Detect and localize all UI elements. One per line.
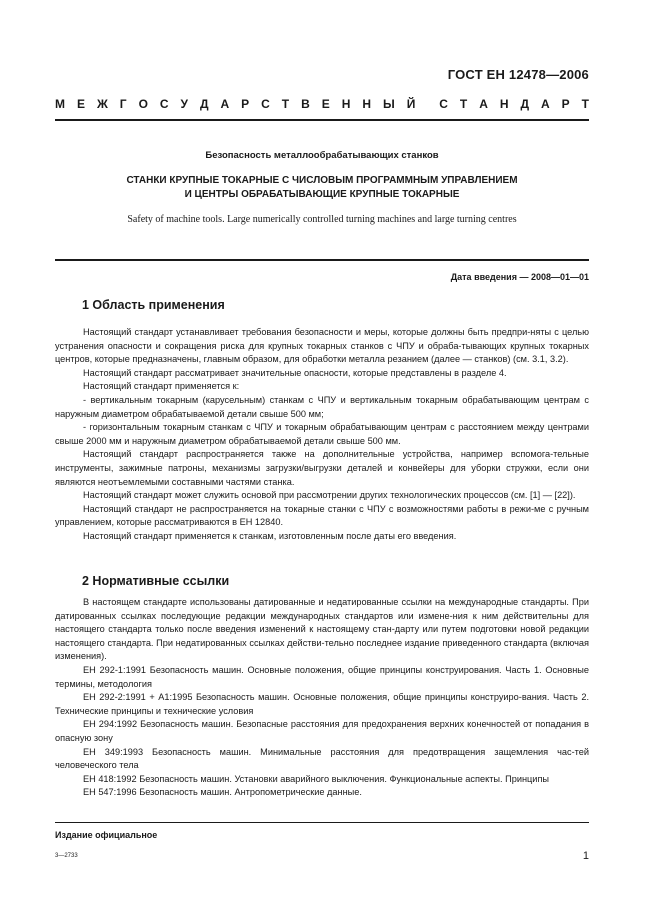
banner-letter: Е	[76, 97, 85, 111]
paragraph: Настоящий стандарт применяется к:	[83, 381, 240, 392]
banner-letter: Р	[241, 97, 250, 111]
banner-letter: Й	[406, 97, 416, 111]
reference-item: ЕН 292-2:1991 + А1:1995 Безопасность машин. Основные положения, общие принципы конструиро-вания. Часть 2. Технические принципы и технические условия	[55, 692, 589, 716]
paragraph: Настоящий стандарт может служить основой при рассмотрении других технологических процессов (см. [1] — [22]).	[83, 490, 576, 501]
banner-letter: С	[439, 97, 448, 111]
banner-letter: Д	[520, 97, 530, 111]
paragraph: Настоящий стандарт распространяется также на дополнительные устройства, например вспомога-тельные инструменты, зажимные патроны, механизмы загрузки/выгрузки деталей и конвейеры для уборки стружки, если они являются неотъемлемыми составными частями станка.	[55, 449, 589, 487]
title-line: СТАНКИ КРУПНЫЕ ТОКАРНЫЕ С ЧИСЛОВЫМ ПРОГРАММНЫМ УПРАВЛЕНИЕМ	[126, 175, 518, 186]
reference-item: ЕН 418:1992 Безопасность машин. Установки аварийного выключения. Функциональные аспекты. Принципы	[83, 773, 550, 784]
banner-letter: С	[159, 97, 169, 111]
banner-letter: В	[301, 97, 310, 111]
banner-letter: Г	[119, 97, 127, 111]
section-1-heading: 1 Область применения	[82, 298, 225, 312]
standard-number: ГОСТ ЕН 12478—2006	[447, 67, 589, 82]
official-edition-label: Издание официальное	[55, 830, 158, 840]
banner-letter: А	[541, 97, 550, 111]
section-2-heading: 2 Нормативные ссылки	[82, 574, 230, 588]
banner-letter: Т	[581, 97, 589, 111]
banner-letter: Р	[561, 97, 570, 111]
banner-letter: У	[180, 97, 188, 111]
document-title	[55, 174, 589, 202]
document-subtitle: Безопасность металлообрабатывающих станков	[205, 150, 439, 161]
banner-letter: С	[261, 97, 270, 111]
reference-item: ЕН 547:1996 Безопасность машин. Антропометрические данные.	[83, 787, 362, 798]
section-2-body	[55, 596, 589, 800]
banner-letter: Е	[321, 97, 330, 111]
paragraph: Настоящий стандарт применяется к станкам, изготовленным после даты его введения.	[83, 530, 457, 541]
footer-divider	[55, 822, 589, 823]
paragraph: - вертикальным токарным (карусельным) станкам с ЧПУ и вертикальным токарным обрабатывающим центрам с наружным диаметром обрабатываемой детали свыше 500 мм;	[55, 394, 589, 419]
banner-letter: Т	[459, 97, 468, 111]
paragraph: Настоящий стандарт не распространяется на токарные станки с ЧПУ с возможностями работы в режи-ме с ручным управлением, которые рассматриваются в ЕН 12840.	[55, 503, 589, 528]
banner-letter: Д	[199, 97, 209, 111]
document-title-english: Safety of machine tools. Large numerically controlled turning machines and large turning centres	[127, 214, 517, 225]
paragraph: - горизонтальным токарным станкам с ЧПУ и токарным обрабатывающим центрам с расстоянием между центрами свыше 2000 мм и наружным диаметром обрабатываемой детали свыше 500 мм.	[55, 422, 589, 446]
paragraph: Настоящий стандарт рассматривает значительные опасности, которые представлены в разделе 4.	[83, 367, 507, 378]
header-divider	[55, 119, 589, 121]
section-1-body	[55, 326, 589, 544]
page-number: 1	[582, 850, 589, 862]
print-signature: 3—2733	[55, 853, 78, 859]
banner-letter: А	[220, 97, 230, 111]
banner-letter: Н	[362, 97, 371, 111]
title-divider	[55, 259, 589, 261]
reference-item: ЕН 349:1993 Безопасность машин. Минимальные расстояния для предотвращения защемления час-тей человеческого тела	[55, 746, 589, 771]
banner-letter: Н	[341, 97, 351, 111]
banner-letter: Т	[281, 97, 290, 111]
banner-letter: Н	[499, 97, 509, 111]
banner-letter: М	[55, 97, 65, 111]
reference-item: ЕН 294:1992 Безопасность машин. Безопасные расстояния для предохранения верхних конечностей от попадания в опасную зону	[55, 719, 589, 743]
paragraph: В настоящем стандарте использованы датированные и недатированные ссылки на международные стандарты. При датированных ссылках последующие редакции международных стандартов или измене-ния к ним действительны для настоящего стандарта только после введения изменений к настоящему стан-дарту или путем подготовки новой редакции настоящего стандарта. При недатированных ссылках действи-тельно последнее издание приведенного стандарта (включая изменения).	[55, 597, 589, 662]
banner-letter: Ж	[96, 97, 108, 111]
interstate-standard-banner	[55, 97, 589, 111]
reference-item: ЕН 292-1:1991 Безопасность машин. Основные положения, общие принципы конструирования. Часть 1. Основные термины, методология	[55, 664, 589, 689]
paragraph: Настоящий стандарт устанавливает требования безопасности и меры, которые должны быть предпри-няты с целью устранения опасности и сокращения риска для крупных токарных станков с ЧПУ и обраба-тывающих крупных токарных центров, которые предназначены, главным образом, для обработки металла резанием (далее — станков) (см. 3.1, 3.2).	[55, 327, 589, 365]
banner-letter: А	[479, 97, 488, 111]
banner-letter: Ы	[382, 97, 395, 111]
banner-letter: О	[138, 97, 148, 111]
title-line: И ЦЕНТРЫ ОБРАБАТЫВАЮЩИЕ КРУПНЫЕ ТОКАРНЫЕ	[184, 189, 460, 200]
introduction-date: Дата введения — 2008—01—01	[450, 272, 589, 282]
